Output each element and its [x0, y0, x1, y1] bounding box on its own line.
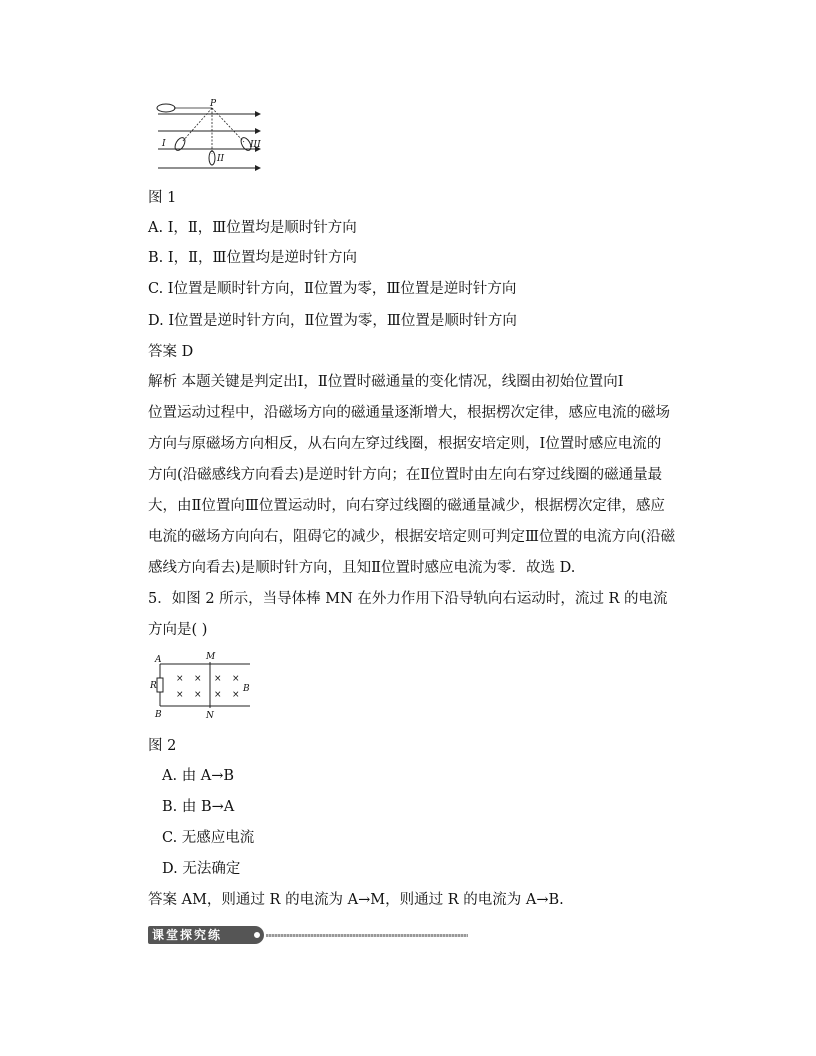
field-cross: ×: [194, 690, 202, 700]
q5-option-a: A. 由 A→B: [162, 768, 235, 784]
q5-option-d: D. 无法确定: [162, 861, 241, 877]
q5-option-c: C. 无感应电流: [162, 830, 255, 846]
figure-1-caption: 图 1: [148, 190, 177, 206]
q4-analysis-line: 位置运动过程中，沿磁场方向的磁通量逐渐增大，根据楞次定律，感应电流的磁场: [148, 405, 670, 421]
field-cross: ×: [176, 690, 184, 700]
q4-analysis-line: 感线方向看去)是顺时针方向，且知Ⅱ位置时感应电流为零．故选 D.: [148, 560, 576, 576]
section-divider: [266, 934, 468, 937]
bullet-icon: [252, 930, 262, 940]
q4-analysis-line: 方向与原磁场方向相反，从右向左穿过线圈，根据安培定则，Ⅰ位置时感应电流的: [148, 436, 662, 452]
fig2-label-b: B: [155, 710, 162, 720]
figure-2-caption: 图 2: [148, 738, 177, 754]
fig2-label-b-field: B: [243, 684, 250, 694]
q4-option-c: C. Ⅰ位置是顺时针方向，Ⅱ位置为零，Ⅲ位置是逆时针方向: [148, 281, 517, 297]
fig1-label-ii: II: [217, 154, 225, 164]
figure-2-diagram: [150, 650, 254, 722]
q4-option-b: B. Ⅰ，Ⅱ，Ⅲ位置均是逆时针方向: [148, 250, 357, 266]
q4-answer: 答案 D: [148, 344, 194, 360]
fig2-label-n: N: [206, 711, 214, 721]
field-cross: ×: [176, 674, 184, 684]
q5-answer: 答案 AM，则通过 R 的电流为 A→M，则通过 R 的电流为 A→B.: [148, 892, 564, 908]
section-banner-label: 课堂探究练: [148, 926, 264, 944]
q4-analysis-line: 方向(沿磁感线方向看去)是逆时针方向；在Ⅱ位置时由左向右穿过线圈的磁通量最: [148, 467, 663, 483]
section-banner: [148, 926, 468, 946]
q4-analysis-line: 大，由Ⅱ位置向Ⅲ位置运动时，向右穿过线圈的磁通量减少，根据楞次定律，感应: [148, 498, 665, 514]
figure-1-diagram: [150, 98, 270, 174]
q4-analysis-line: 解析 本题关键是判定出Ⅰ，Ⅱ位置时磁通量的变化情况，线圈由初始位置向Ⅰ: [148, 374, 624, 390]
q4-option-a: A. Ⅰ，Ⅱ，Ⅲ位置均是顺时针方向: [148, 220, 357, 236]
q5-stem-line: 5．如图 2 所示，当导体棒 MN 在外力作用下沿导轨向右运动时，流过 R 的电流: [148, 591, 668, 607]
q5-option-b: B. 由 B→A: [162, 799, 235, 815]
field-cross: ×: [232, 674, 240, 684]
fig1-label-p: P: [210, 99, 217, 109]
field-cross: ×: [194, 674, 202, 684]
fig2-label-m: M: [206, 652, 216, 662]
field-cross: ×: [232, 690, 240, 700]
fig2-label-r: R: [150, 681, 157, 691]
fig1-label-iii: III: [250, 140, 261, 150]
q5-stem-line: 方向是( ): [148, 622, 208, 638]
fig1-label-i: I: [162, 139, 166, 149]
field-cross: ×: [214, 690, 222, 700]
field-cross: ×: [214, 674, 222, 684]
fig2-label-a: A: [155, 655, 162, 665]
q4-option-d: D. Ⅰ位置是逆时针方向，Ⅱ位置为零，Ⅲ位置是顺时针方向: [148, 313, 517, 329]
q4-analysis-line: 电流的磁场方向向右，阻碍它的减少，根据安培定则可判定Ⅲ位置的电流方向(沿磁: [148, 529, 676, 545]
